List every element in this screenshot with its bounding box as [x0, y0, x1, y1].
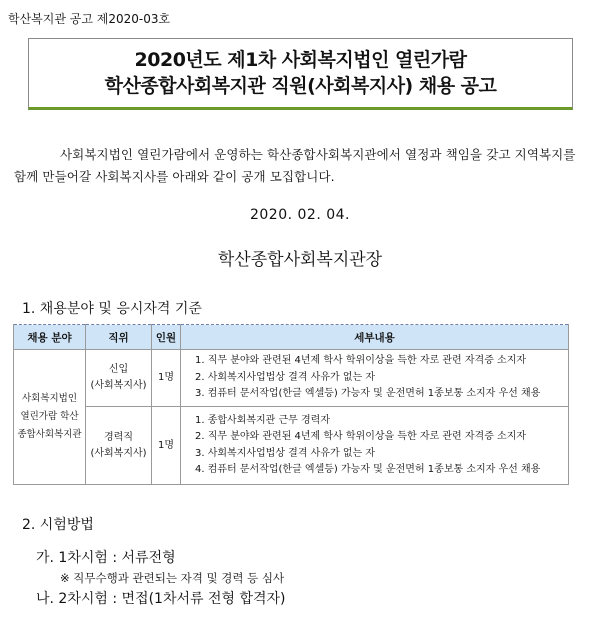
- position-sub-label: (사회복지사): [90, 447, 147, 459]
- field-cell: 사회복지법인 열린가람 학산종합사회복지관: [14, 350, 86, 485]
- table-row: [14, 350, 569, 407]
- header-details: 세부내용: [181, 325, 569, 350]
- detail-item: 2. 사회복지사업법상 결격 사유가 없는 자: [195, 371, 375, 383]
- detail-item: 3. 컴퓨터 문서작업(한글 엑셀등) 가능자 및 운전면허 1종보통 소지자 우선 채용: [195, 388, 541, 400]
- table-row: [14, 407, 569, 485]
- announcement-date: 2020. 02. 04.: [249, 207, 350, 223]
- section-2-heading: 2. 시험방법: [22, 517, 94, 533]
- position-label: 신입: [108, 364, 129, 375]
- exam-method-1-note: ※ 직무수행과 관련되는 자격 및 경력 등 심사: [60, 571, 285, 585]
- exam-method-1: 가. 1차시험 : 서류전형: [36, 550, 176, 566]
- position-cell: [86, 350, 152, 407]
- title-line-1: 2020년도 제1차 사회복지법인 열린가람: [134, 49, 467, 71]
- detail-item: 1. 직무 분야와 관련된 4년제 학사 학위이상을 득한 자로 관련 자격증 소지자: [195, 355, 527, 367]
- position-label: 경력직: [104, 431, 133, 443]
- position-sub-label: (사회복지사): [90, 380, 147, 391]
- details-cell: [181, 407, 569, 485]
- organization-signature: 학산종합사회복지관장: [217, 250, 383, 270]
- detail-item: 2. 직무 분야와 관련된 4년제 학사 학위이상을 득한 자로 관련 자격증 소지자: [195, 431, 527, 442]
- table-header-row: [14, 325, 569, 350]
- title-box: [28, 38, 573, 110]
- section-1-heading: 1. 채용분야 및 응시자격 기준: [22, 301, 202, 317]
- header-count: 인원: [152, 325, 181, 350]
- intro-paragraph: 사회복지법인 열린가람에서 운영하는 학산종합사회복지관에서 열정과 책임을 갖고 지역복지를 함께 만들어갈 사회복지사를 아래와 같이 공개 모집합니다.: [14, 147, 576, 184]
- position-cell: [86, 407, 152, 485]
- header-field: 채용 분야: [14, 325, 86, 350]
- title-line-2: 학산종합사회복지관 직원(사회복지사) 채용 공고: [104, 75, 497, 97]
- notice-number: 학산복지관 공고 제2020-03호: [8, 12, 171, 26]
- header-position: 직위: [86, 325, 152, 350]
- count-cell: 1명: [152, 407, 181, 485]
- recruitment-table: [13, 324, 569, 485]
- exam-method-2: 나. 2차시험 : 면접(1차서류 전형 합격자): [36, 591, 286, 607]
- detail-item: 3. 사회복지사업법상 결격 사유가 없는 자: [195, 447, 375, 459]
- count-cell: 1명: [152, 350, 181, 407]
- details-cell: [181, 350, 569, 407]
- detail-item: 1. 종합사회복지관 근무 경력자: [195, 414, 330, 426]
- detail-item: 4. 컴퓨터 문서작업(한글 엑셀등) 가능자 및 운전면허 1종보통 소지자 우선 채용: [195, 464, 541, 475]
